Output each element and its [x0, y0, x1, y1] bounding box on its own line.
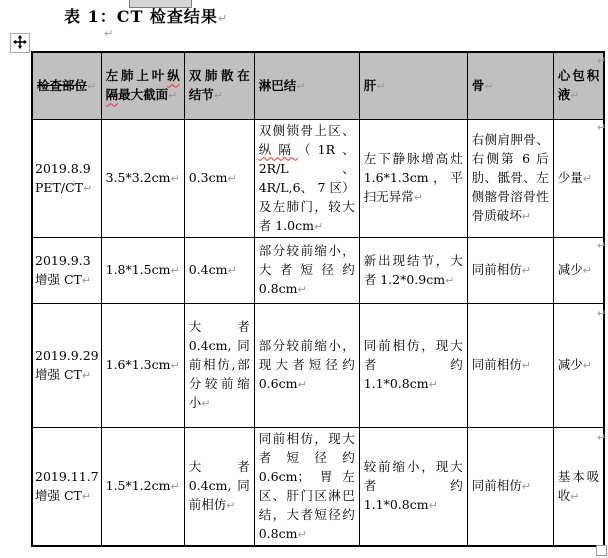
- cell-bone[interactable]: 同前相仿↵: [467, 427, 553, 546]
- header-exam-site[interactable]: 检查部位↵: [32, 52, 101, 119]
- cell-lymph[interactable]: 同前相仿，现大者短径约 0.6cm；胃左区、肝门区淋巴结，大者短径约 0.8cm↵: [254, 427, 359, 546]
- ct-results-table: [31, 51, 605, 547]
- pilcrow-mark: ↵: [170, 480, 180, 493]
- row-end-mark: ↵: [597, 54, 607, 67]
- pilcrow-mark: ↵: [170, 359, 180, 372]
- pilcrow-mark: ↵: [227, 264, 237, 277]
- pilcrow-mark: ↵: [521, 480, 531, 493]
- paragraph-mark: ↵: [104, 27, 114, 40]
- row-end-mark: ↵: [597, 431, 607, 444]
- cell-pericardial[interactable]: 减少↵: [553, 237, 604, 303]
- pilcrow-mark: ↵: [226, 499, 236, 512]
- cell-pericardial[interactable]: 减少↵: [553, 303, 604, 427]
- pilcrow-mark: ↵: [582, 359, 592, 372]
- document-title-text: 表 1：CT 检查结果: [64, 7, 218, 26]
- pilcrow-mark: ↵: [213, 89, 223, 103]
- cell-nodules[interactable]: 0.3cm↵: [184, 119, 254, 237]
- header-bone[interactable]: 骨↵: [467, 52, 553, 119]
- cell-bone[interactable]: 同前相仿↵: [467, 237, 553, 303]
- header-liver[interactable]: 肝↵: [359, 52, 467, 119]
- cell-max-section[interactable]: 3.5*3.2cm↵: [101, 119, 184, 237]
- pilcrow-mark: ↵: [81, 489, 92, 503]
- table-row: [32, 237, 604, 303]
- header-lung-nodules[interactable]: 双肺散在结节↵: [184, 52, 254, 119]
- spellcheck-underline: 纵隔: [105, 68, 180, 103]
- pilcrow-mark: ↵: [297, 378, 307, 391]
- cell-pericardial[interactable]: 基本吸收↵: [553, 427, 604, 546]
- pilcrow-mark: ↵: [87, 79, 97, 93]
- pilcrow-mark: ↵: [484, 79, 494, 93]
- pilcrow-mark: ↵: [570, 89, 580, 103]
- pilcrow-mark: ↵: [201, 397, 211, 410]
- pilcrow-mark: ↵: [313, 219, 324, 233]
- cell-pericardial[interactable]: 少量↵: [553, 119, 604, 237]
- header-max-section[interactable]: 左肺上叶纵隔最大截面↵: [101, 52, 184, 119]
- cell-liver[interactable]: 新出现结节，大者 1.2*0.9cm↵: [359, 237, 467, 303]
- pilcrow-mark: ↵: [297, 283, 307, 296]
- cell-liver[interactable]: 同前相仿，现大者约 1.1*0.8cm↵: [359, 303, 467, 427]
- table-row: [32, 119, 604, 237]
- row-end-mark: ↵: [597, 307, 607, 320]
- table-move-handle[interactable]: [10, 33, 30, 53]
- spellcheck-underline: 纵隔: [258, 141, 299, 157]
- row-end-mark: ↵: [597, 121, 607, 134]
- header-lymph-nodes[interactable]: 淋巴结↵: [254, 52, 359, 119]
- cell-exam[interactable]: 2019.8.9 PET/CT↵: [32, 119, 101, 237]
- pilcrow-mark: ↵: [296, 79, 306, 93]
- pilcrow-mark: ↵: [521, 264, 531, 277]
- document-title[interactable]: [64, 4, 227, 27]
- cell-max-section[interactable]: 1.5*1.2cm↵: [101, 427, 184, 546]
- cell-liver[interactable]: 左下静脉增高灶 1.6*1.3cm，平扫无异常↵: [359, 119, 467, 237]
- move-arrows-icon: [13, 34, 27, 53]
- cell-lymph[interactable]: 双侧锁骨上区、纵隔（1R、2R/L、4R/L,6、 7 区）及左肺门，较大者 1.0cm↵: [254, 119, 359, 237]
- cell-exam[interactable]: 2019.9.3 增强 CT↵: [32, 237, 101, 303]
- row-end-mark: ↵: [597, 239, 607, 252]
- pilcrow-mark: ↵: [428, 499, 438, 512]
- cell-bone[interactable]: 同前相仿↵: [467, 303, 553, 427]
- pilcrow-mark: ↵: [170, 264, 180, 277]
- pilcrow-mark: ↵: [170, 172, 180, 185]
- header-pericardial-effusion[interactable]: 心包积液↵: [553, 52, 604, 119]
- pilcrow-mark: ↵: [81, 273, 92, 287]
- pilcrow-mark: ↵: [521, 210, 531, 223]
- pilcrow-mark: ↵: [413, 191, 423, 204]
- cell-nodules[interactable]: 大者 0.4cm,同前相仿,部分较前缩小↵: [184, 303, 254, 427]
- pilcrow-mark: ↵: [297, 527, 307, 541]
- cell-max-section[interactable]: 1.8*1.5cm↵: [101, 237, 184, 303]
- pilcrow-mark: ↵: [582, 172, 592, 185]
- paragraph-mark: ↵: [217, 12, 228, 25]
- pilcrow-mark: ↵: [570, 489, 580, 503]
- cell-lymph[interactable]: 部分较前缩小，大者短径约 0.8cm↵: [254, 237, 359, 303]
- pilcrow-mark: ↵: [227, 172, 237, 185]
- cell-lymph[interactable]: 部分较前缩小，现大者短径约 0.6cm↵: [254, 303, 359, 427]
- cell-max-section[interactable]: 1.6*1.3cm↵: [101, 303, 184, 427]
- cell-exam[interactable]: 2019.11.7 增强 CT↵: [32, 427, 101, 546]
- pilcrow-mark: ↵: [582, 264, 592, 277]
- table-header-row: [32, 52, 604, 119]
- table-resize-handle[interactable]: [596, 545, 607, 556]
- cell-exam[interactable]: 2019.9.29 增强 CT↵: [32, 303, 101, 427]
- pilcrow-mark: ↵: [521, 359, 531, 372]
- pilcrow-mark: ↵: [83, 181, 93, 195]
- pilcrow-mark: ↵: [376, 79, 386, 93]
- cell-liver[interactable]: 较前缩小，现大者约 1.1*0.8cm↵: [359, 427, 467, 546]
- pilcrow-mark: ↵: [168, 89, 178, 103]
- pilcrow-mark: ↵: [428, 378, 438, 391]
- pilcrow-mark: ↵: [445, 273, 455, 287]
- cell-nodules[interactable]: 大者 0.4cm,同前相仿↵: [184, 427, 254, 546]
- table-row: [32, 427, 604, 546]
- cell-bone[interactable]: 右侧肩胛骨、右侧第 6 后肋、骶骨、左侧髂骨溶骨性骨质破坏↵: [467, 119, 553, 237]
- table-row: [32, 303, 604, 427]
- pilcrow-mark: ↵: [81, 368, 92, 382]
- cell-nodules[interactable]: 0.4cm↵: [184, 237, 254, 303]
